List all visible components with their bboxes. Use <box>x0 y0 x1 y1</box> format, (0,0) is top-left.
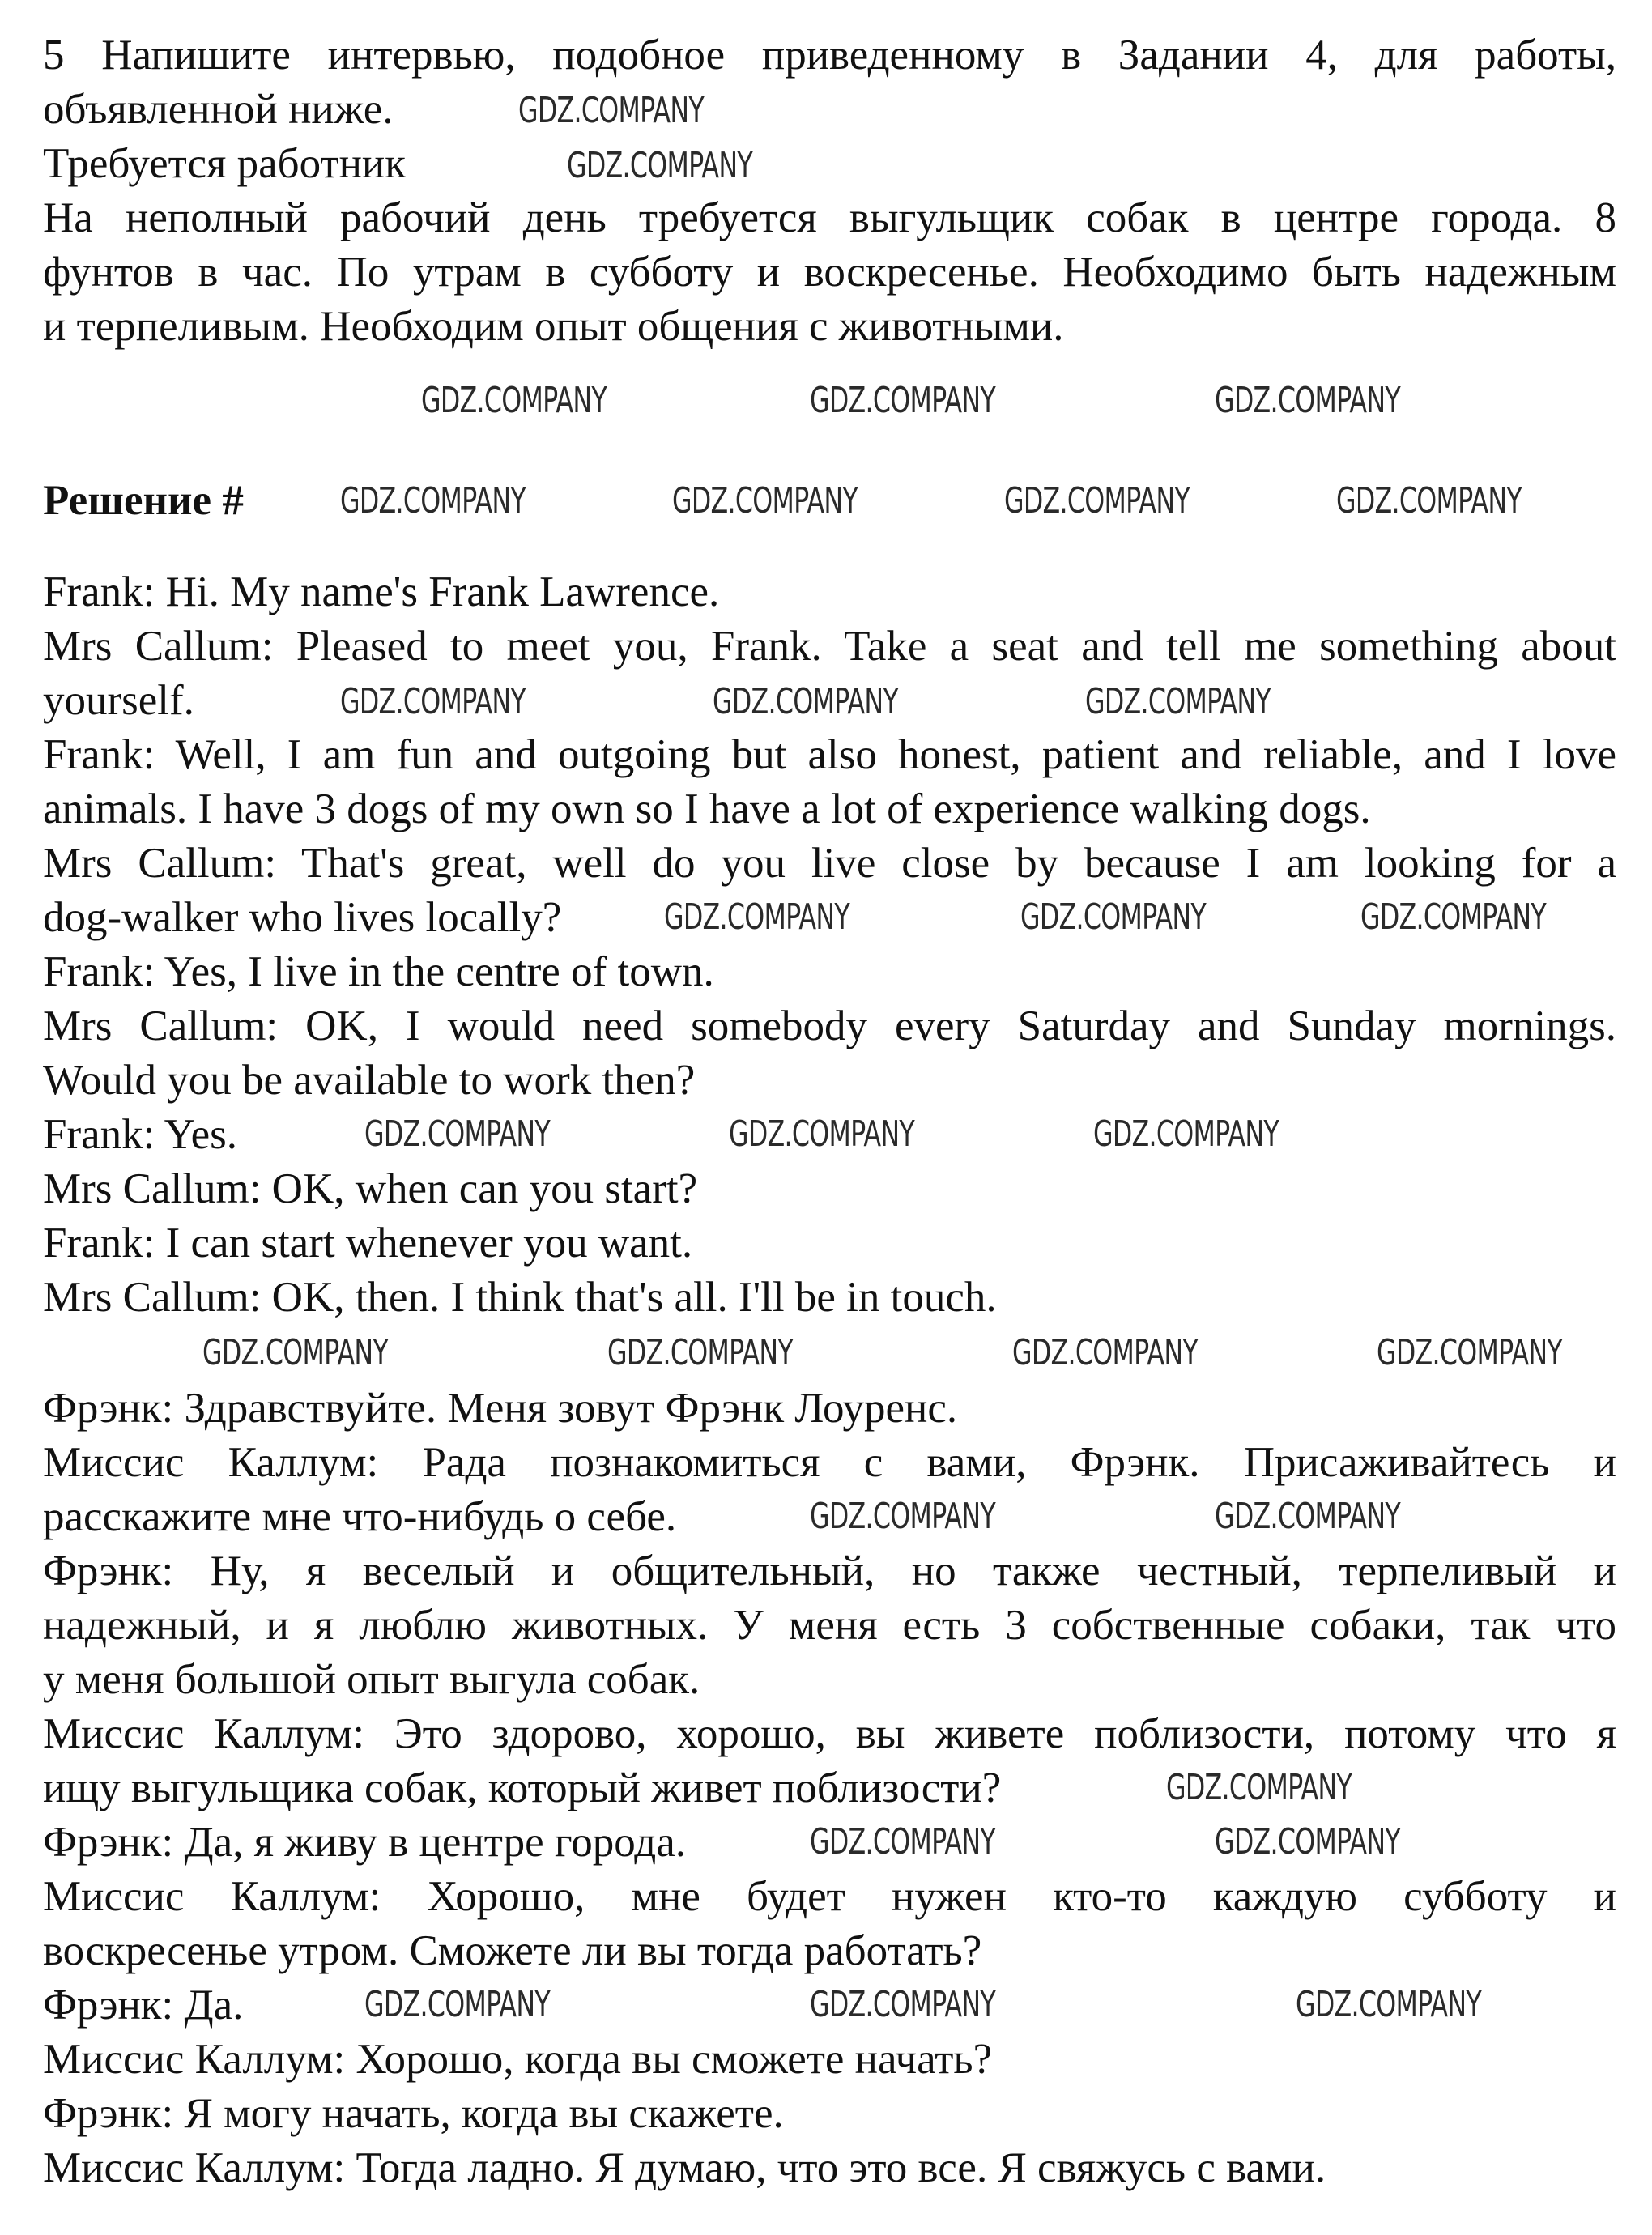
english-dialogue-line: yourself. <box>43 677 194 724</box>
russian-dialogue-line: воскресенье утром. Сможете ли вы тогда работать? <box>43 1927 982 1974</box>
watermark: GDZ.COMPANY <box>1166 1767 1352 1808</box>
watermark: GDZ.COMPANY <box>1012 1332 1198 1373</box>
task-line: Требуется работник <box>43 140 407 187</box>
watermark: GDZ.COMPANY <box>729 1113 914 1155</box>
watermark: GDZ.COMPANY <box>1085 681 1271 722</box>
watermark: GDZ.COMPANY <box>1215 1821 1400 1862</box>
task-line: объявленной ниже. <box>43 86 394 133</box>
watermark: GDZ.COMPANY <box>713 681 898 722</box>
english-dialogue-line: Mrs Callum: OK, when can you start? <box>43 1165 698 1212</box>
english-dialogue-line: Mrs Callum: OK, then. I think that's all. I'll be in touch. <box>43 1274 997 1321</box>
russian-dialogue-line: Фрэнк: Я могу начать, когда вы скажете. <box>43 2090 784 2137</box>
watermark: GDZ.COMPANY <box>1020 896 1206 938</box>
watermark: GDZ.COMPANY <box>1377 1332 1562 1373</box>
russian-dialogue-line: расскажите мне что-нибудь о себе. <box>43 1493 677 1540</box>
russian-dialogue-line: Фрэнк: Да. <box>43 1982 244 2029</box>
watermark: GDZ.COMPANY <box>810 380 995 421</box>
russian-dialogue-line: Фрэнк: Да, я живу в центре города. <box>43 1819 687 1866</box>
watermark: GDZ.COMPANY <box>1296 1984 1481 2025</box>
watermark: GDZ.COMPANY <box>1093 1113 1279 1155</box>
watermark: GDZ.COMPANY <box>1215 380 1400 421</box>
russian-dialogue-line: Миссис Каллум: Хорошо, когда вы сможете начать? <box>43 2036 993 2083</box>
english-dialogue-line: animals. I have 3 dogs of my own so I have a lot of experience walking dogs. <box>43 785 1371 832</box>
russian-dialogue-line: Фрэнк: Ну, я веселый и общительный, но также честный, терпеливый и <box>43 1547 1616 1594</box>
english-dialogue-line: Frank: I can start whenever you want. <box>43 1220 693 1266</box>
russian-dialogue-line: Миссис Каллум: Рада познакомиться с вами, Фрэнк. Присаживайтесь и <box>43 1439 1616 1486</box>
watermark: GDZ.COMPANY <box>421 380 607 421</box>
russian-dialogue-line: у меня большой опыт выгула собак. <box>43 1656 700 1703</box>
watermark: GDZ.COMPANY <box>810 1821 995 1862</box>
watermark: GDZ.COMPANY <box>202 1332 388 1373</box>
russian-dialogue-line: Миссис Каллум: Это здорово, хорошо, вы живете поблизости, потому что я <box>43 1710 1616 1757</box>
watermark: GDZ.COMPANY <box>1215 1496 1400 1537</box>
russian-dialogue-line: Фрэнк: Здравствуйте. Меня зовут Фрэнк Лоуренс. <box>43 1385 958 1432</box>
watermark: GDZ.COMPANY <box>364 1113 550 1155</box>
english-dialogue-line: Frank: Well, I am fun and outgoing but also honest, patient and reliable, and I love <box>43 731 1616 778</box>
watermark: GDZ.COMPANY <box>1336 480 1522 522</box>
watermark: GDZ.COMPANY <box>810 1984 995 2025</box>
watermark: GDZ.COMPANY <box>518 90 704 131</box>
english-dialogue-line: Frank: Yes, I live in the centre of town. <box>43 948 714 995</box>
english-dialogue-line: Frank: Yes. <box>43 1111 238 1158</box>
english-dialogue-line: Mrs Callum: That's great, well do you live close by because I am looking for a <box>43 840 1616 887</box>
russian-dialogue-line: ищу выгульщика собак, который живет поблизости? <box>43 1765 1002 1811</box>
watermark: GDZ.COMPANY <box>664 896 849 938</box>
english-dialogue-line: dog-walker who lives locally? <box>43 894 562 941</box>
english-dialogue-line: Mrs Callum: OK, I would need somebody every Saturday and Sunday mornings. <box>43 1003 1616 1049</box>
task-line: фунтов в час. По утрам в субботу и воскресенье. Необходимо быть надежным <box>43 249 1616 296</box>
solution-heading: Решение # <box>43 477 244 524</box>
watermark: GDZ.COMPANY <box>810 1496 995 1537</box>
watermark: GDZ.COMPANY <box>340 681 526 722</box>
russian-dialogue-line: Миссис Каллум: Хорошо, мне будет нужен кто-то каждую субботу и <box>43 1873 1616 1920</box>
russian-dialogue-line: Миссис Каллум: Тогда ладно. Я думаю, что это все. Я свяжусь с вами. <box>43 2144 1326 2191</box>
watermark: GDZ.COMPANY <box>340 480 526 522</box>
watermark: GDZ.COMPANY <box>672 480 858 522</box>
watermark: GDZ.COMPANY <box>567 145 752 186</box>
watermark: GDZ.COMPANY <box>1004 480 1190 522</box>
watermark: GDZ.COMPANY <box>607 1332 793 1373</box>
watermark: GDZ.COMPANY <box>364 1984 550 2025</box>
english-dialogue-line: Frank: Hi. My name's Frank Lawrence. <box>43 568 720 615</box>
russian-dialogue-line: надежный, и я люблю животных. У меня есть 3 собственные собаки, так что <box>43 1602 1616 1649</box>
english-dialogue-line: Would you be available to work then? <box>43 1057 696 1104</box>
task-line: и терпеливым. Необходим опыт общения с животными. <box>43 303 1064 350</box>
english-dialogue-line: Mrs Callum: Pleased to meet you, Frank. Take a seat and tell me something about <box>43 623 1616 670</box>
task-line: 5 Напишите интервью, подобное приведенному в Задании 4, для работы, <box>43 32 1616 79</box>
watermark: GDZ.COMPANY <box>1360 896 1546 938</box>
task-line: На неполный рабочий день требуется выгульщик собак в центре города. 8 <box>43 194 1616 241</box>
